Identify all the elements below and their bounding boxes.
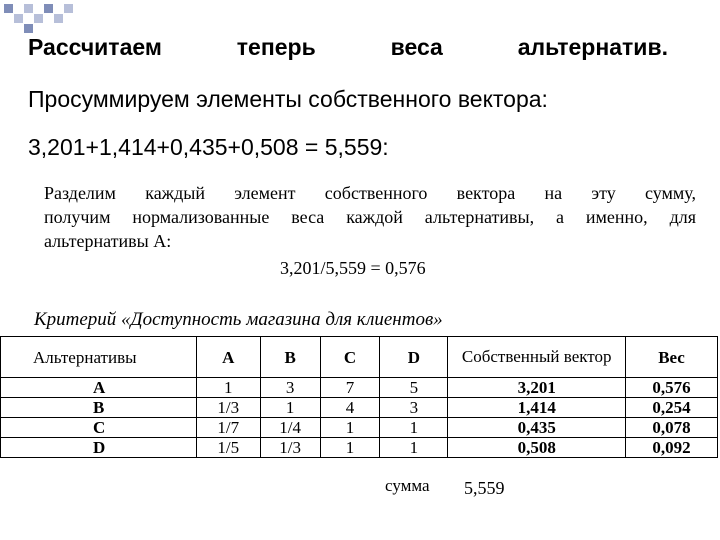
table-header-row (1, 337, 718, 378)
normalization-calc: 3,201/5,559 = 0,576 (280, 258, 426, 278)
paragraph-line: получим нормализованные веса каждой альтернативы, а именно, для (44, 207, 696, 227)
table-row (1, 438, 718, 458)
header-d: D (380, 337, 448, 378)
deco-square (4, 4, 13, 13)
cell-eigenvector: 1,414 (448, 398, 626, 418)
sum-label: сумма (385, 476, 430, 495)
cell: 1/3 (260, 438, 320, 458)
deco-square (24, 4, 33, 13)
cell: 1 (320, 418, 380, 438)
cell: 1/5 (196, 438, 260, 458)
deco-square (64, 4, 73, 13)
comparison-table (0, 336, 718, 458)
cell: 1 (320, 438, 380, 458)
slide-title (28, 34, 668, 68)
cell: 5 (380, 378, 448, 398)
cell: 3 (260, 378, 320, 398)
explanation-paragraph (44, 181, 696, 253)
cell: 1/3 (196, 398, 260, 418)
sum-expression: 3,201+1,414+0,435+0,508 = 5,559: (28, 134, 389, 160)
table-row (1, 398, 718, 418)
cell-eigenvector: 3,201 (448, 378, 626, 398)
cell: 3 (380, 398, 448, 418)
deco-square (34, 14, 43, 23)
header-alternatives: Альтернативы (1, 337, 197, 378)
cell: 1 (260, 398, 320, 418)
title-word: альтернатив. (517, 34, 668, 60)
cell-alternative: С (1, 418, 197, 438)
cell-alternative: D (1, 438, 197, 458)
sum-instruction: Просуммируем элементы собственного вектора: (28, 86, 548, 112)
paragraph-line: альтернативы А: (44, 231, 172, 251)
cell: 1/7 (196, 418, 260, 438)
header-c: С (320, 337, 380, 378)
cell-eigenvector: 0,435 (448, 418, 626, 438)
sum-value: 5,559 (464, 478, 505, 498)
cell: 1 (380, 438, 448, 458)
cell-eigenvector: 0,508 (448, 438, 626, 458)
table-row (1, 418, 718, 438)
table-row (1, 378, 718, 398)
cell: 1 (196, 378, 260, 398)
cell-alternative: В (1, 398, 197, 418)
cell: 7 (320, 378, 380, 398)
title-word: теперь (236, 34, 316, 60)
header-b: В (260, 337, 320, 378)
deco-square (14, 14, 23, 23)
cell-weight: 0,078 (626, 418, 718, 438)
criterion-title: Критерий «Доступность магазина для клиентов» (34, 309, 443, 330)
cell-weight: 0,576 (626, 378, 718, 398)
title-word: Рассчитаем (28, 34, 162, 60)
cell: 1/4 (260, 418, 320, 438)
header-weight: Вес (626, 337, 718, 378)
paragraph-line: Разделим каждый элемент собственного вектора на эту сумму, (44, 183, 696, 203)
cell: 1 (380, 418, 448, 438)
cell-weight: 0,254 (626, 398, 718, 418)
cell-weight: 0,092 (626, 438, 718, 458)
header-eigenvector: Собственный вектор (448, 337, 626, 378)
deco-square (24, 24, 33, 33)
title-word: веса (390, 34, 443, 60)
header-a: А (196, 337, 260, 378)
deco-square (44, 4, 53, 13)
cell: 4 (320, 398, 380, 418)
deco-square (54, 14, 63, 23)
cell-alternative: А (1, 378, 197, 398)
